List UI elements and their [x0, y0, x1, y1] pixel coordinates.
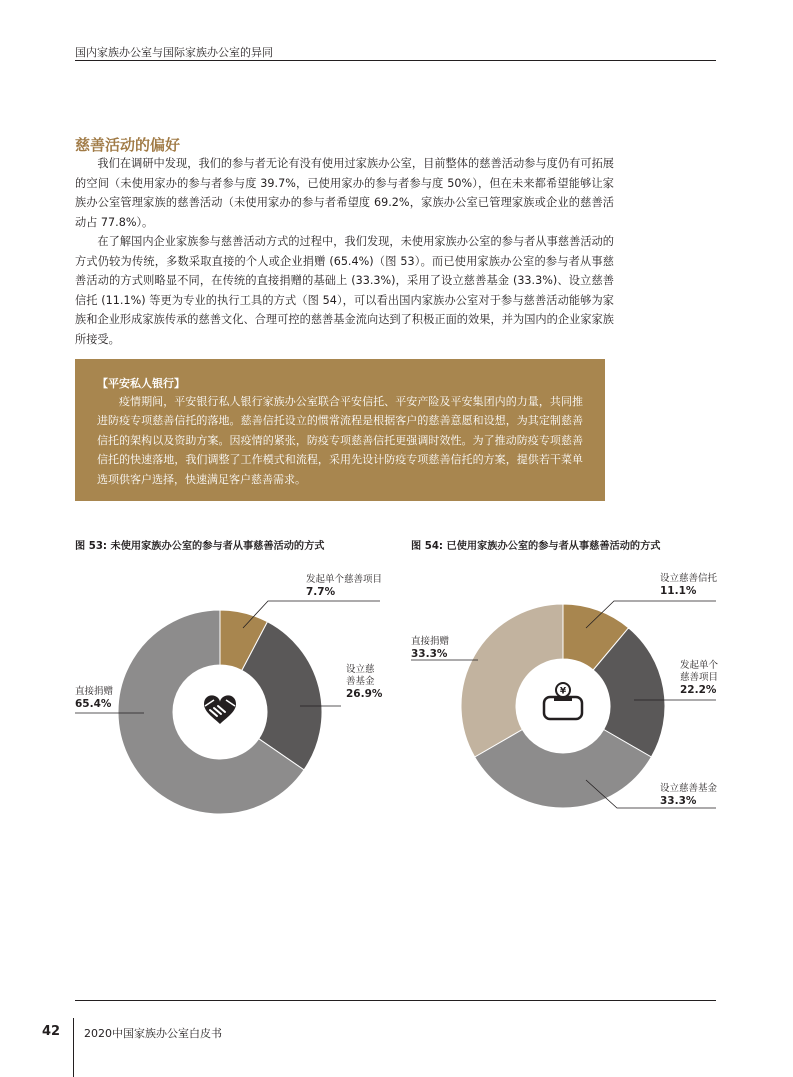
c1-label-fund-name: 设立慈善基金 — [346, 664, 375, 687]
handshake-heart-icon — [204, 695, 236, 724]
figure-54-donut — [461, 604, 665, 808]
c2-label-fund — [660, 783, 717, 807]
c1-label-direct-value: 65.4% — [75, 698, 112, 710]
donation-box-icon — [544, 683, 582, 719]
c2-label-direct-value: 33.3% — [411, 648, 448, 660]
c2-label-fund-value: 33.3% — [660, 795, 697, 807]
c1-label-direct — [75, 686, 113, 710]
c2-label-fund-name: 设立慈善基金 — [660, 783, 718, 794]
c1-label-project — [306, 574, 382, 598]
body-paragraph-2: 在了解国内企业家族参与慈善活动方式的过程中，我们发现，未使用家族办公室的参与者从事慈善活动的方式仍较为传统，多数采取直接的个人或企业捐赠 (65.4%)（图 53）。而已使用家族办公室的参与者从事慈善活动的方式则略显不同，在传统的直接捐赠的基础上 (33.3%)，采用了设立慈善基金 (33.3%)、设立慈善信托 (11.1%) 等更为专业的执行工具的方式（图 54），可以看出国内家族办公室对于参与慈善活动能够为家族和企业形成家族传承的慈善文化、合理可控的慈善基金流向达到了积极正面的效果，并为国内的企业家家族所接受。 — [75, 235, 614, 346]
c1-label-project-name: 发起单个慈善项目 — [306, 574, 383, 585]
c2-label-project — [680, 660, 726, 696]
callout-text: 疫情期间，平安银行私人银行家族办公室联合平安信托、平安产险及平安集团内的力量，共同推进防疫专项慈善信托的落地。慈善信托设立的惯常流程是根据客户的慈善意愿和设想，为其定制慈善信托的架构以及资助方案。因疫情的紧张，防疫专项慈善信托更强调时效性。为了推动防疫专项慈善信托的快速落地，我们调整了工作模式和流程，采用先设计防疫专项慈善信托的方案，提供若干菜单选项供客户选择，快速满足客户慈善需求。 — [97, 395, 583, 486]
c2-label-trust-name: 设立慈善信托 — [660, 573, 718, 584]
c2-label-project-value: 22.2% — [680, 684, 717, 696]
svg-text:¥: ¥ — [559, 686, 567, 697]
c2-label-direct — [411, 636, 449, 660]
body-paragraph-1: 我们在调研中发现，我们的参与者无论有没有使用过家族办公室，目前整体的慈善活动参与度仍有可拓展的空间（未使用家办的参与者参与度 39.7%，已使用家办的参与者参与度 50%），但在未来都希望能够让家族办公室管理家族的慈善活动（未使用家办的参与者希望度 69.2%，家族办公室已管理家族或企业的慈善活动占 77.8%）。 — [75, 157, 614, 229]
running-header: 国内家族办公室与国际家族办公室的异同 — [75, 46, 273, 59]
c2-label-direct-name: 直接捐赠 — [411, 636, 450, 647]
c2-label-trust-value: 11.1% — [660, 585, 697, 597]
footer-vertical-rule — [73, 1018, 74, 1077]
publication-title: 2020中国家族办公室白皮书 — [84, 1027, 222, 1040]
c1-label-direct-name: 直接捐赠 — [75, 686, 114, 697]
section-title: 慈善活动的偏好 — [75, 136, 181, 154]
figure-53-title: 图 53: 未使用家族办公室的参与者从事慈善活动的方式 — [75, 541, 325, 552]
c1-label-project-value: 7.7% — [306, 586, 336, 598]
chart2-slice-4 — [461, 604, 563, 757]
c2-label-project-name: 发起单个慈善项目 — [680, 660, 719, 683]
c2-label-trust — [660, 573, 717, 597]
callout-title: 【平安私人银行】 — [97, 377, 185, 390]
c1-label-fund-value: 26.9% — [346, 688, 383, 700]
page-number: 42 — [42, 1024, 61, 1039]
figure-54-title: 图 54: 已使用家族办公室的参与者从事慈善活动的方式 — [411, 541, 661, 552]
c1-label-fund — [346, 664, 382, 700]
footer-divider — [75, 1000, 716, 1001]
